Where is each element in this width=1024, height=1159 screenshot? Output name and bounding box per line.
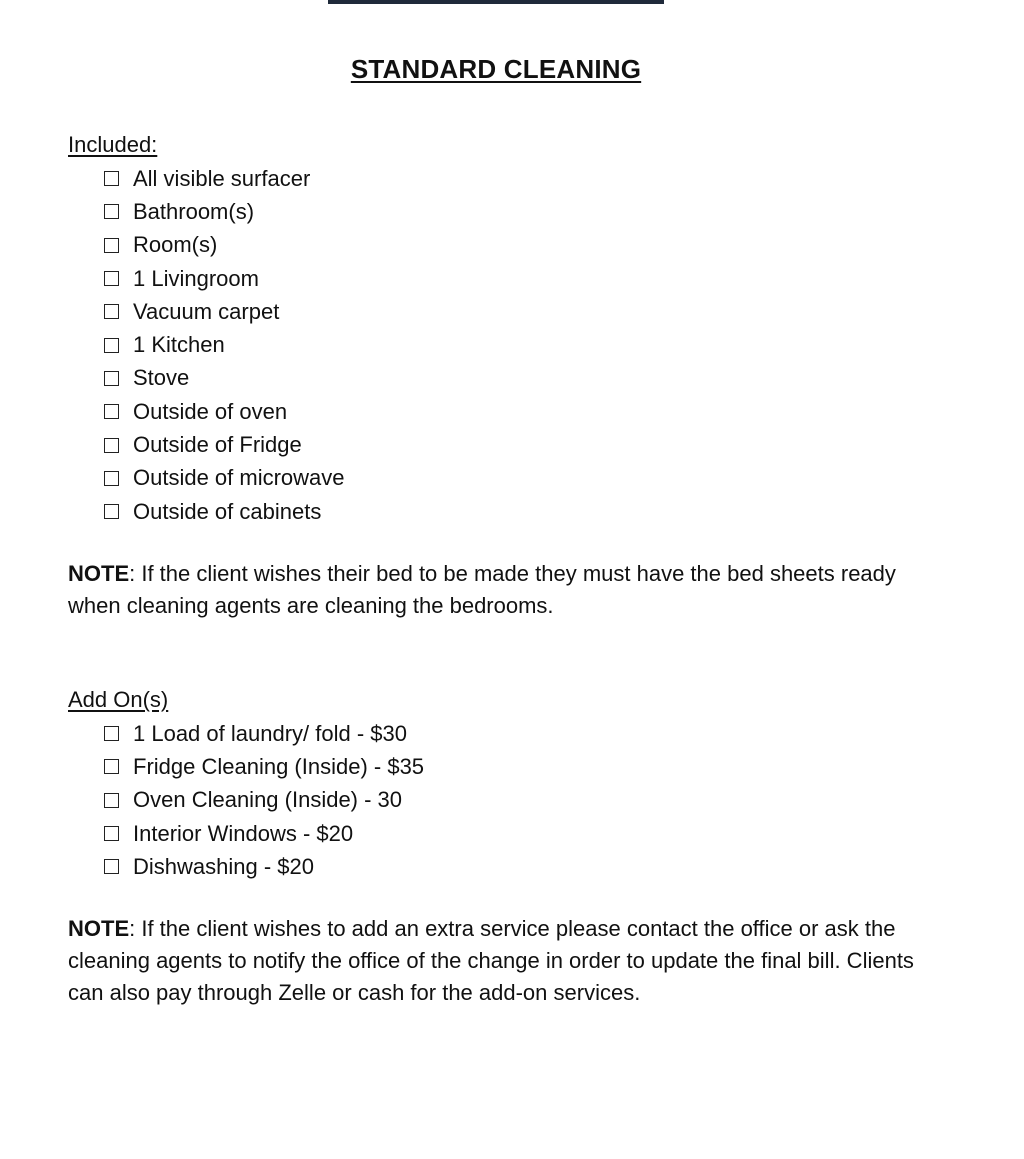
checklist-item xyxy=(104,162,345,195)
checklist-item-label: Vacuum carpet xyxy=(133,298,280,324)
checklist-item-label: 1 Kitchen xyxy=(133,332,225,358)
checkbox-icon[interactable] xyxy=(104,304,119,319)
checklist-item xyxy=(104,262,345,295)
checkbox-icon[interactable] xyxy=(104,404,119,419)
checklist-item xyxy=(104,850,424,883)
addons-checklist xyxy=(104,717,424,883)
checkbox-icon[interactable] xyxy=(104,504,119,519)
top-divider-bar xyxy=(328,0,664,4)
checkbox-icon[interactable] xyxy=(104,471,119,486)
checklist-item-label: Bathroom(s) xyxy=(133,198,255,224)
checklist-item xyxy=(104,717,424,750)
checkbox-icon[interactable] xyxy=(104,793,119,808)
included-checklist xyxy=(104,162,345,528)
note-text: : If the client wishes to add an extra service please contact the office or ask the cleaning agents to notify the office of the change in order to update the final bill. Clients can also pay through Zelle or cash for the add-on services. xyxy=(68,916,914,1005)
checklist-item xyxy=(104,495,345,528)
checklist-item xyxy=(104,395,345,428)
checklist-item xyxy=(104,195,345,228)
checklist-item xyxy=(104,295,345,328)
bed-sheets-note xyxy=(68,558,948,622)
checklist-item-label: Dishwashing - $20 xyxy=(133,853,314,879)
checklist-item xyxy=(104,462,345,495)
checklist-item-label: Fridge Cleaning (Inside) - $35 xyxy=(133,753,425,779)
checkbox-icon[interactable] xyxy=(104,238,119,253)
checklist-item-label: Oven Cleaning (Inside) - 30 xyxy=(133,787,403,813)
checklist-item xyxy=(104,328,345,361)
note-label: NOTE xyxy=(68,561,130,586)
checklist-item xyxy=(104,428,345,461)
checkbox-icon[interactable] xyxy=(104,371,119,386)
checkbox-icon[interactable] xyxy=(104,438,119,453)
checklist-item-label: Outside of oven xyxy=(133,398,288,424)
checklist-item-label: 1 Livingroom xyxy=(133,265,259,291)
checkbox-icon[interactable] xyxy=(104,171,119,186)
note-label: NOTE xyxy=(68,916,130,941)
checklist-item xyxy=(104,784,424,817)
checklist-item xyxy=(104,229,345,262)
checkbox-icon[interactable] xyxy=(104,859,119,874)
checkbox-icon[interactable] xyxy=(104,826,119,841)
page-title: STANDARD CLEANING xyxy=(350,54,642,84)
checklist-item-label: All visible surfacer xyxy=(133,165,311,191)
note-text: : If the client wishes their bed to be made they must have the bed sheets ready when cleaning agents are cleaning the bedrooms. xyxy=(68,561,896,618)
checklist-item-label: Outside of Fridge xyxy=(133,432,302,458)
checklist-item xyxy=(104,750,424,783)
checklist-item-label: Outside of cabinets xyxy=(133,498,322,524)
checklist-item xyxy=(104,362,345,395)
addons-heading: Add On(s) xyxy=(68,687,169,712)
checkbox-icon[interactable] xyxy=(104,338,119,353)
checklist-item-label: Room(s) xyxy=(133,232,218,258)
checklist-item-label: Stove xyxy=(133,365,190,391)
checkbox-icon[interactable] xyxy=(104,759,119,774)
checklist-item-label: Outside of microwave xyxy=(133,465,345,491)
checkbox-icon[interactable] xyxy=(104,271,119,286)
checklist-item-label: 1 Load of laundry/ fold - $30 xyxy=(133,720,407,746)
checkbox-icon[interactable] xyxy=(104,204,119,219)
checkbox-icon[interactable] xyxy=(104,726,119,741)
add-service-note xyxy=(68,913,938,1009)
checklist-item-label: Interior Windows - $20 xyxy=(133,820,354,846)
checklist-item xyxy=(104,817,424,850)
included-heading: Included: xyxy=(68,132,158,157)
